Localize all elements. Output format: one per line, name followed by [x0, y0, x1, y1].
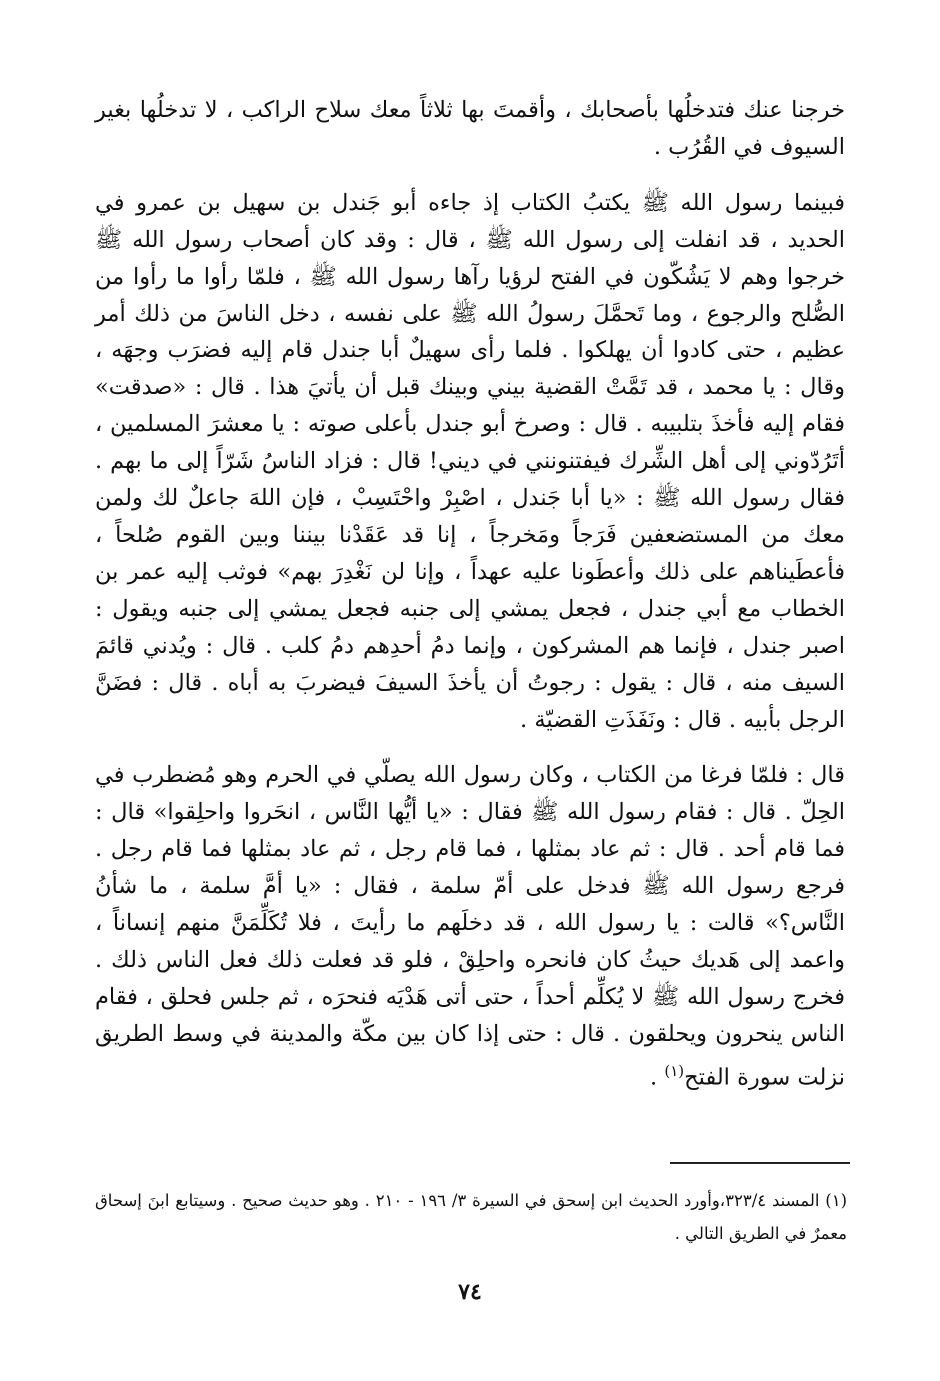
paragraph-3-text: قال : فلمّا فرغا من الكتاب ، وكان رسول الله يصلّي في الحرم وهو مُضطرب في الحِلّ . قال : فقام رسول الله ﷺ فقال : «يا أيُّها النَّاس ، انحَروا واحلِقوا» قال : فما قام أحد . قال : ثم عاد بمثلها ، فما قام رجل ، ثم عاد بمثلها فما قام رجل . فرجع رسول الله ﷺ فدخل على أمّ سلمة ، فقال : «يا أمَّ سلمة ، ما شأنُ النَّاس؟» قالت : يا رسول الله ، قد دخلَهم ما رأيتَ ، فلا تُكَلِّمَنَّ منهم إنساناً ، واعمد إلى هَديك حيثُ كان فانحره واحلِقْ ، فلو قد فعلت ذلك فعل الناس ذلك . فخرج رسول الله ﷺ لا يُكلِّم أحداً ، حتى أتى هَدْيَه فنحرَه ، ثم جلس فحلق ، فقام الناس ينحرون ويحلقون . قال : حتى إذا كان بين مكّة والمدينة في وسط الطريق نزلت سورة الفتح — [95, 762, 845, 1091]
body-text — [95, 92, 845, 1096]
footnotes — [95, 1184, 847, 1250]
paragraph-3-end: . — [650, 1064, 665, 1091]
paragraph-3 — [95, 757, 845, 1096]
footnote-reference: (١) — [664, 1061, 685, 1080]
paragraph-2: فبينما رسول الله ﷺ يكتبُ الكتاب إذ جاءه أبو جَندل بن سهيل بن عمرو في الحديد ، قد انفلت إلى رسول الله ﷺ ، قال : وقد كان أصحاب رسول الله ﷺ خرجوا وهم لا يَشُكّون في الفتح لرؤيا رآها رسول الله ﷺ ، فلمّا رأوا ما رأوا من الصُّلح والرجوع ، وما تَحمَّلَ رسولُ الله ﷺ على نفسه ، دخل الناسَ من ذلك أمر عظيم ، حتى كادوا أن يهلكوا . فلما رأى سهيلٌ أبا جندل قام إليه فضرَب وجهَه ، وقال : يا محمد ، قد تَمَّتْ القضية بيني وبينك قبل أن يأتيَ هذا . قال : «صدقت» فقام إليه فأخذَ بتلبيبه . قال : وصرخ أبو جندل بأعلى صوته : يا معشرَ المسلمين ، أتَرُدّوني إلى أهل الشِّرك فيفتنونني في ديني! قال : فزاد الناسُ شَرّاً إلى ما بهم . فقال رسول الله ﷺ : «يا أبا جَندل ، اصْبِرْ واحْتَسِبْ ، فإن اللهَ جاعلٌ لك ولمن معك من المستضعفين فَرَجاً ومَخرجاً ، إنا قد عَقَدْنا بيننا وبين القوم صُلحاً ، فأعطَيناهم على ذلك وأعطَونا عليه عهداً ، وإنا لن نَغْدِرَ بهم» فوثب إليه عمر بن الخطاب مع أبي جندل ، فجعل يمشي إلى جنبه فجعل يمشي إلى جنبه ويقول : اصبر جندل ، فإنما هم المشركون ، وإنما دمُ أحدِهم دمُ كلب . قال : ويُدني قائمَ السيف منه ، قال : يقول : رجوتُ أن يأخذَ السيفَ فيضربَ به أباه . قال : فضَنَّ الرجل بأبيه . قال : ونَفَذَتِ القضيّة . — [95, 189, 845, 733]
page-number: ٧٤ — [458, 1279, 482, 1305]
footnote-1: (١) المسند ٣٢٣/٤،وأورد الحديث ابن إسحق في السيرة ٣/ ١٩٦ - ٢١٠ . وهو حديث صحيح . وسيتابع ابنَ إسحاق معمرٌ في الطريق التالي . — [95, 1191, 847, 1243]
paragraph-1: خرجنا عنك فتدخلُها بأصحابك ، وأقمتَ بها ثلاثاً معك سلاح الراكب ، لا تدخلُها بغير السيوف في القُرُب . — [95, 97, 845, 160]
footnote-separator — [670, 1162, 850, 1164]
